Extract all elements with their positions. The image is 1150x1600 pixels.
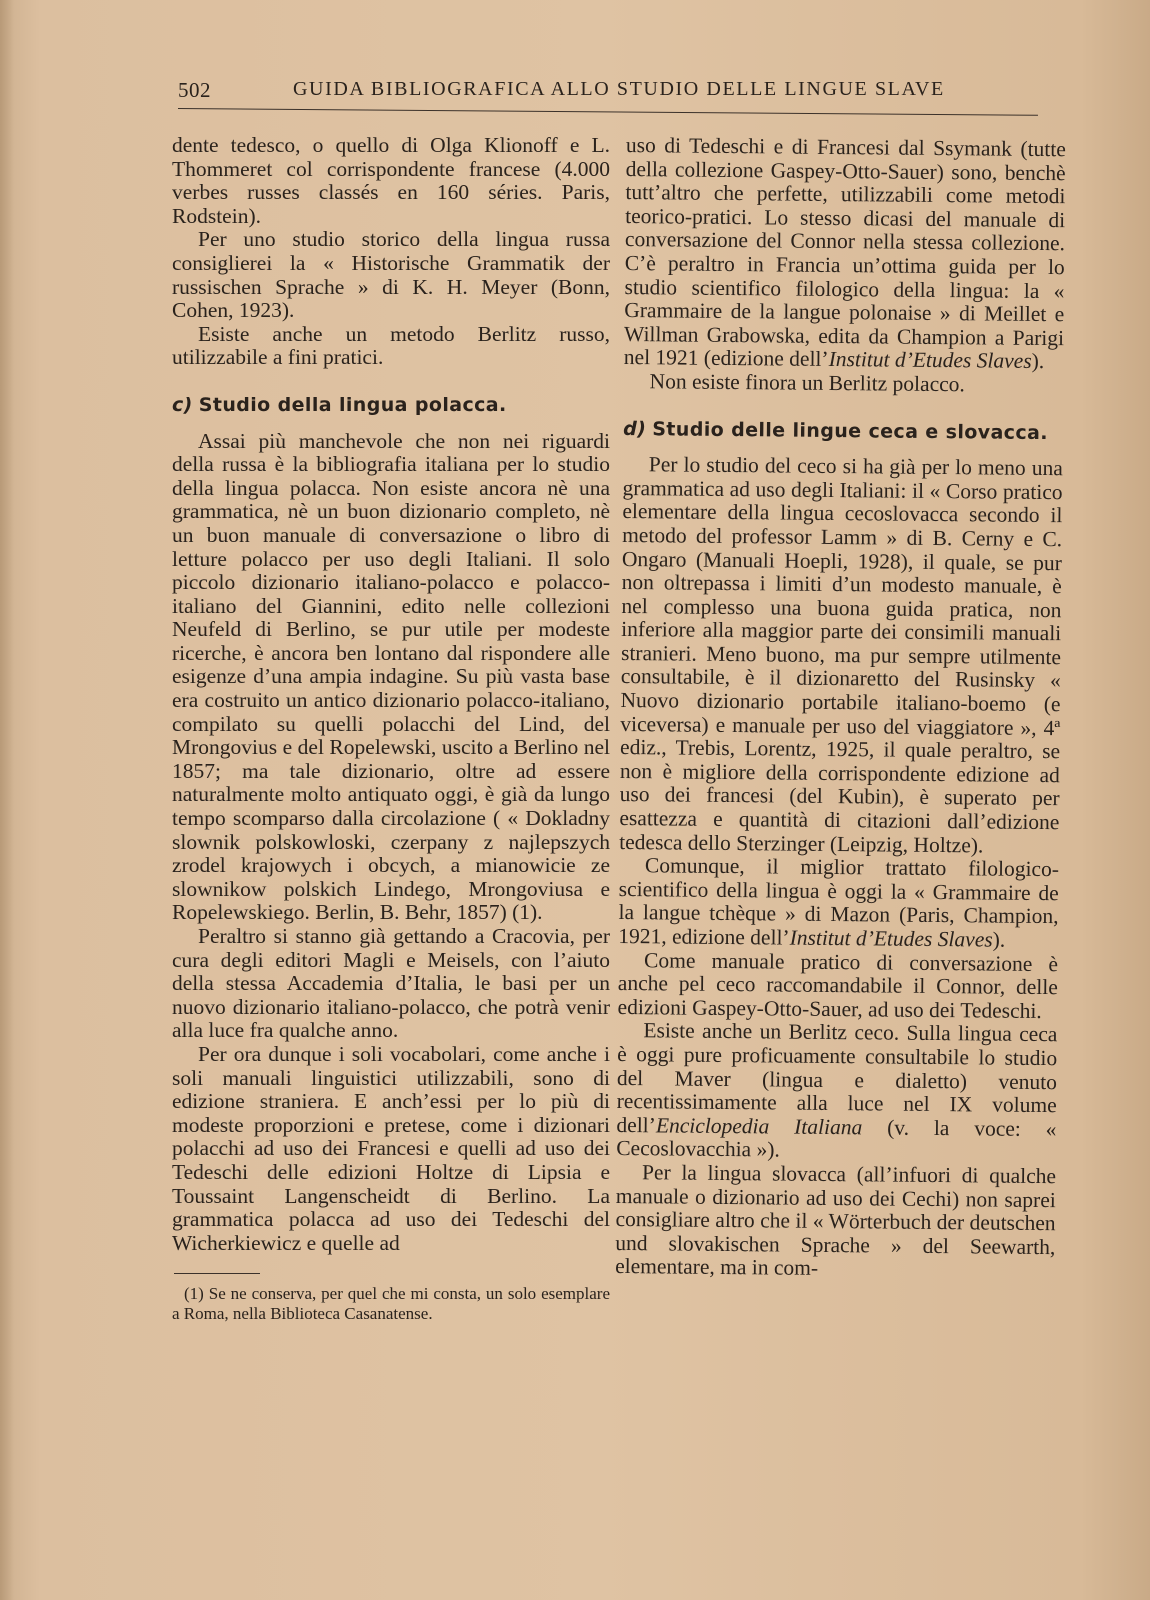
section-letter: d): [623, 417, 647, 440]
italic-title: Institut d’Etudes Slaves: [789, 925, 993, 952]
text-run: Esiste anche un Berlitz ceco. Sulla lingua ceca è oggi pure proficuamente consultabile lo studio del Maver (lingua e dialetto) venuto recentissimamente alla luce nel IX volume dell’: [616, 1018, 1058, 1138]
text-run: Comunque, il miglior trattato filologico-scientifico della lingua è oggi la « Grammaire de la langue tchèque » di Mazon (Paris, Champion, 1921, edizione dell’: [618, 853, 1060, 950]
text-run: ).: [992, 927, 1006, 952]
section-heading-d: [623, 418, 1063, 446]
section-title: Studio della lingua polacca.: [198, 393, 507, 416]
page-header: [178, 78, 978, 108]
text-run: (v. la voce: « Cecoslovacchia »).: [616, 1115, 1057, 1162]
section-letter: c): [172, 393, 193, 416]
paragraph: Per la lingua slovacca (all’infuori di qualche manuale o dizionario ad uso dei Cechi) non saprei consigliare altro che il « Wörterbuch der deutschen und slovakischen Sprache » del Seewarth, elementare, ma in com-: [615, 1160, 1057, 1281]
paragraph: [624, 134, 1066, 374]
page-number: 502: [178, 78, 211, 102]
page-edge-shadow: [0, 0, 14, 1600]
left-column: [172, 134, 610, 1324]
header-rule: [178, 108, 1038, 116]
italic-title: Enciclopedia Italiana: [655, 1113, 863, 1140]
paragraph: Peraltro si stanno già gettando a Cracovia, per cura degli editori Magli e Meisels, con l’aiuto della stessa Accademia d’Italia, le basi per un nuovo dizionario italiano-polacco, che potrà venir alla luce fra qualche anno.: [172, 924, 610, 1043]
section-title: Studio delle lingue ceca e slovacca.: [652, 417, 1049, 444]
paragraph: Esiste anche un metodo Berlitz russo, utilizzabile a fini pratici.: [172, 321, 610, 370]
footnote-rule: [174, 1273, 260, 1274]
footnote: (1) Se ne conserva, per quel che mi consta, un solo esemplare a Roma, nella Biblioteca Casanatense.: [172, 1284, 610, 1324]
section-heading-c: [172, 394, 610, 418]
paragraph: dente tedesco, o quello di Olga Klionoff e L. Thommeret col corrispondente francese (4.000 verbes russes classés en 160 séries. Paris, Rodstein).: [172, 133, 610, 228]
running-title: GUIDA BIBLIOGRAFICA ALLO STUDIO DELLE LINGUE SLAVE: [293, 78, 945, 100]
text-run: uso di Tedeschi e di Francesi dal Ssymank (tutte della collezione Gaspey-Otto-Sauer) sono, benchè tutt’altro che perfette, utilizzabili come metodi teorico-pratici. Lo stesso dicasi del manuale di conversazione del Connor nella stessa collezione. C’è peraltro in Francia un’ottima guida per lo studio scientifico filologico della lingua: la « Grammaire de la langue polonaise » di Meillet e Willman Grabowska, edita da Champion a Parigi nel 1921 (edizione dell’: [623, 133, 1066, 372]
right-column: [615, 134, 1066, 1283]
text-run: ).: [1031, 349, 1045, 374]
paragraph: Non esiste finora un Berlitz polacco.: [649, 369, 965, 397]
paragraph: Per uno studio storico della lingua russa consiglierei la « Historische Grammatik der russischen Sprache » di K. H. Meyer (Bonn, Cohen, 1923).: [172, 227, 610, 323]
paragraph: Per ora dunque i soli vocabolari, come anche i soli manuali linguistici utilizzabili, sono di edizione straniera. E anch’essi per lo più di modeste proporzioni e pretese, come i dizionari polacchi ad uso dei Francesi e quelli ad uso dei Tedeschi delle edizioni Holtze di Lipsia e Toussaint Langenscheidt di Berlino. La grammatica polacca ad uso dei Tedeschi del Wicherkiewicz e quelle ad: [172, 1041, 610, 1255]
paragraph: Come manuale pratico di conversazione è anche pel ceco raccomandabile il Connor, delle edizioni Gaspey-Otto-Sauer, ad uso dei Tedeschi.: [617, 947, 1059, 1023]
paragraph: Assai più manchevole che non nei riguardi della russa è la bibliografia italiana per lo studio della lingua polacca. Non esiste ancora nè una grammatica, nè un buon dizionario completo, nè un buon manuale di conversazione o libro di letture polacco per uso degli Italiani. Il solo piccolo dizionario italiano-polacco e polacco-italiano del Giannini, edito nelle collezioni Neufeld di Berlino, se pur utile per modeste ricerche, è ancora ben lontano dal rispondere alle esigenze d’una ampia indagine. Su più vasta base era costruito un antico dizionario polacco-italiano, compilato su quelli polacchi del Lind, del Mrongovius e del Ropelewski, uscito a Berlino nel 1857; ma tale dizionario, oltre ad essere naturalmente molto antiquato oggi, è già da lungo tempo scomparso dalla circolazione ( « Dokladny slownik polskowloski, czerpany z najlepszych zrodel krajowych i obcych, a mianowicie ze slownikow polskich Lindego, Mrongoviusa e Ropelewskiego. Berlin, B. Behr, 1857) (1).: [172, 428, 610, 925]
italic-title: Institut d’Etudes Slaves: [828, 347, 1032, 374]
paragraph: Per lo studio del ceco si ha già per lo meno una grammatica ad uso degli Italiani: il « Corso pratico elementare della lingua cecoslovacca secondo il metodo del professor Lamm » di B. Cerny e C. Ongaro (Manuali Hoepli, 1928), il quale, se pur non oltrepassa i limiti d’un modesto manuale, è nel complesso una buona guida pratica, non inferiore alla maggior parte dei consimili manuali stranieri. Meno buono, ma pur sempre utilmente consultabile, è il dizionaretto del Rusinsky « Nuovo dizionario portabile italiano-boemo (e viceversa) e manuale per uso del viaggiatore », 4ª ediz., Trebis, Lorentz, 1925, il quale peraltro, se non è migliore della corrispondente edizione ad uso dei francesi (del Kubin), è superato per esattezza e quantità di citazioni dall’edizione tedesca dello Sterzinger (Leipzig, Holtze).: [619, 452, 1063, 858]
paragraph: [616, 1019, 1057, 1165]
paragraph: [618, 854, 1059, 953]
